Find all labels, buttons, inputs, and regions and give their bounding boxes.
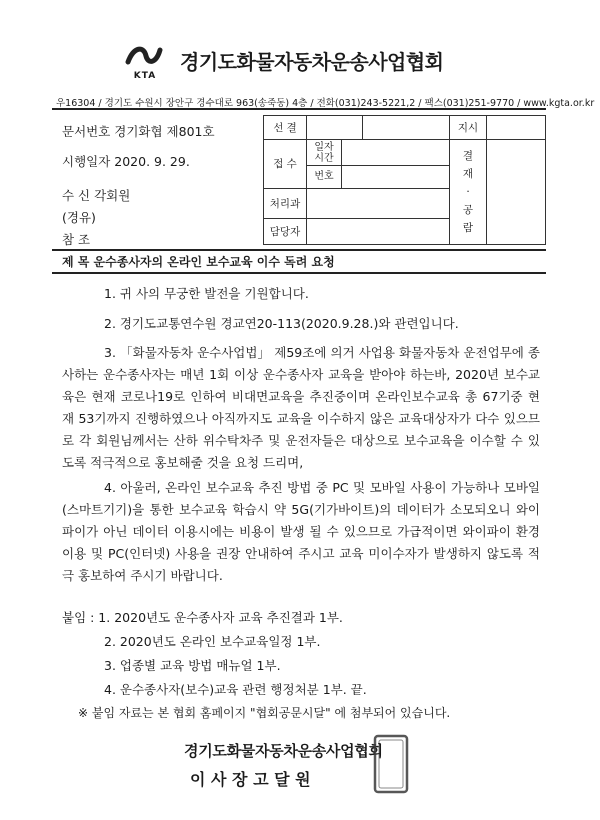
- cell-blank-1: [363, 116, 450, 140]
- enforce-date: 시행일자 2020. 9. 29.: [62, 154, 190, 169]
- paragraph-3: 3. 「화물자동차 운수사업법」 제59조에 의거 사업용 화물자동차 운전업무에 종사하는 운수종사자는 매년 1회 이상 운수종사자 교육을 받아야 하는바, 2020년 보수교육은 현재 코로나19로 인하여 비대면교육을 추진중이며 온라인보수교육 총 67기중 현재 53기까지 진행하였으나 아직까지도 교육을 이수하지 않은 교육대상자가 다수 있으므로 각 회원님께서는 산하 위수탁차주 및 운전자들은 대상으로 보수교육을 이수할 수 있도록 적극적으로 홍보해줄 것을 요청 드리며,: [62, 345, 540, 470]
- subject: 제 목 운수종사자의 온라인 보수교육 이수 독려 요청: [62, 255, 335, 269]
- paragraph-1: 1. 귀 사의 무궁한 발전을 기원합니다.: [104, 286, 309, 301]
- cell-seongyeol: 선 결: [264, 116, 307, 140]
- paragraph-4: 4. 아울러, 온라인 보수교육 추진 방법 중 PC 및 모바일 사용이 가능하나 모바일(스마트기기)을 통한 보수교육 학습시 약 5G(기가바이트)의 데이터가 소모되오니 와이파이가 아닌 데이터 이용시에는 비용이 발생 될 수 있으므로 가급적이면 와이파이 환경 이용 및 PC(인터넷) 사용을 권장 안내하여 주시고 교육 미이수자가 발생하지 않도록 적극 홍보하여 주시기 바랍니다.: [62, 480, 540, 583]
- cell-cheorigwa-value: [307, 188, 450, 218]
- gyeoljae-gongram-label: 결재·공람: [462, 150, 474, 235]
- org-title: 경기도화물자동차운송사업협회: [180, 50, 444, 74]
- approval-table: [263, 115, 546, 245]
- cell-seongyeol-value: [307, 116, 363, 140]
- paragraph-2: 2. 경기도교통연수원 경교연20-113(2020.9.28.)와 관련입니다.: [104, 316, 459, 331]
- notice: ※ 붙임 자료는 본 협회 홈페이지 "협회공문시달" 에 첨부되어 있습니다.: [78, 706, 451, 720]
- cell-jeopsu: 접 수: [264, 140, 307, 188]
- seal-stamp-icon: [373, 734, 409, 794]
- cell-damdangja-value: [307, 218, 450, 244]
- chairman-line: 이 사 장 고 달 원: [190, 770, 311, 789]
- recipient: 수 신 각회원: [62, 188, 131, 203]
- logo-text: KTA: [133, 71, 157, 81]
- contact-line: 우16304 / 경기도 수원시 장안구 경수대로 963(송죽동) 4층 / 전화(031)243-5221,2 / 팩스(031)251-9770 / www.kgta.or.kr: [56, 98, 595, 109]
- cell-cheorigwa: 처리과: [264, 188, 307, 218]
- reference: 참 조: [62, 232, 91, 247]
- cell-jisi: 지시: [450, 116, 487, 140]
- attachments-head: 붙임 : 1. 2020년도 운수종사자 교육 추진결과 1부.: [62, 610, 343, 625]
- doc-number: 문서번호 경기화협 제801호: [62, 124, 215, 139]
- attachment-item: 3. 업종별 교육 방법 매뉴얼 1부.: [104, 658, 281, 673]
- cell-ilja-sigan: 일자 시간: [307, 140, 342, 166]
- attachment-item: 4. 운수종사자(보수)교육 관련 행정처분 1부. 끝.: [104, 682, 367, 697]
- cell-beonho: 번호: [307, 166, 342, 188]
- header-divider: [52, 108, 546, 110]
- cell-beonho-value: [342, 166, 450, 188]
- cell-gyeoljae-value: [487, 140, 546, 245]
- cell-jisi-value: [487, 116, 546, 140]
- cell-gyeoljae-gongram: [450, 140, 487, 245]
- footer-org: 경기도화물자동차운송사업협회: [184, 742, 383, 760]
- cell-damdangja: 담당자: [264, 218, 307, 244]
- official-seal: [373, 734, 409, 794]
- cell-ilja-value: [342, 140, 450, 166]
- attachment-item: 2. 2020년도 온라인 보수교육일정 1부.: [104, 634, 321, 649]
- logo-emblem-icon: [124, 42, 164, 70]
- via: (경유): [62, 210, 96, 225]
